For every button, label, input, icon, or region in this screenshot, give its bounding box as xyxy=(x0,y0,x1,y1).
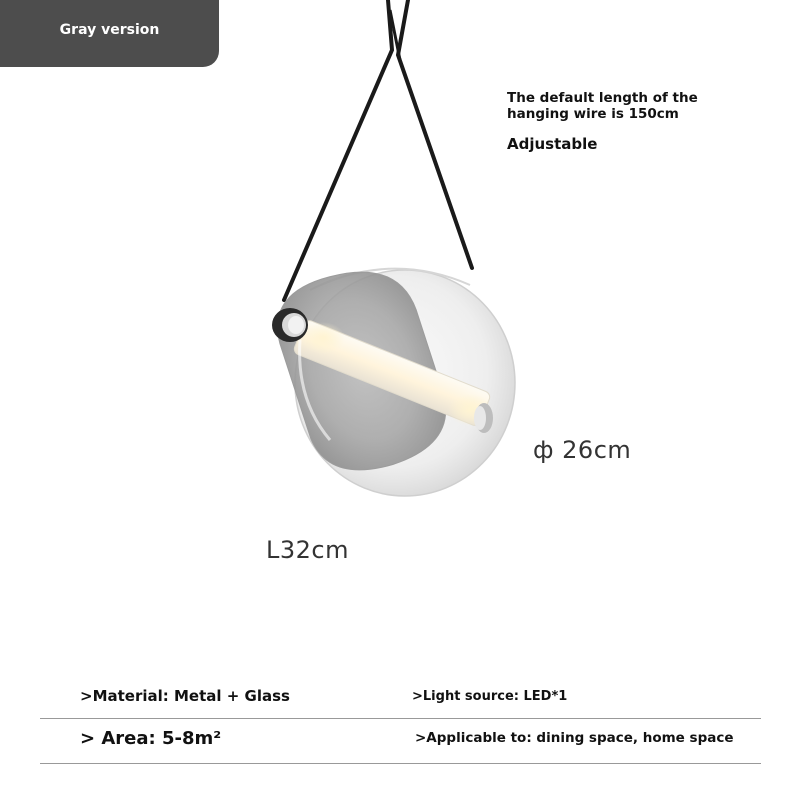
hanging-wire xyxy=(284,0,472,300)
left-end-cap xyxy=(272,308,308,342)
version-badge-label: Gray version xyxy=(59,21,160,38)
spec-area: > Area: 5-8m² xyxy=(80,728,222,749)
spec-applicable: >Applicable to: dining space, home space xyxy=(415,730,734,746)
diameter-label: ф 26cm xyxy=(533,436,632,464)
spec-light-source: >Light source: LED*1 xyxy=(412,689,568,704)
spec-divider xyxy=(40,718,761,719)
adjustable-note: Adjustable xyxy=(507,135,598,153)
spec-divider xyxy=(40,763,761,764)
wire-length-note: The default length of the hanging wire is 150cm xyxy=(507,90,698,122)
length-label: L32cm xyxy=(266,536,349,564)
spec-material: >Material: Metal + Glass xyxy=(80,687,290,705)
